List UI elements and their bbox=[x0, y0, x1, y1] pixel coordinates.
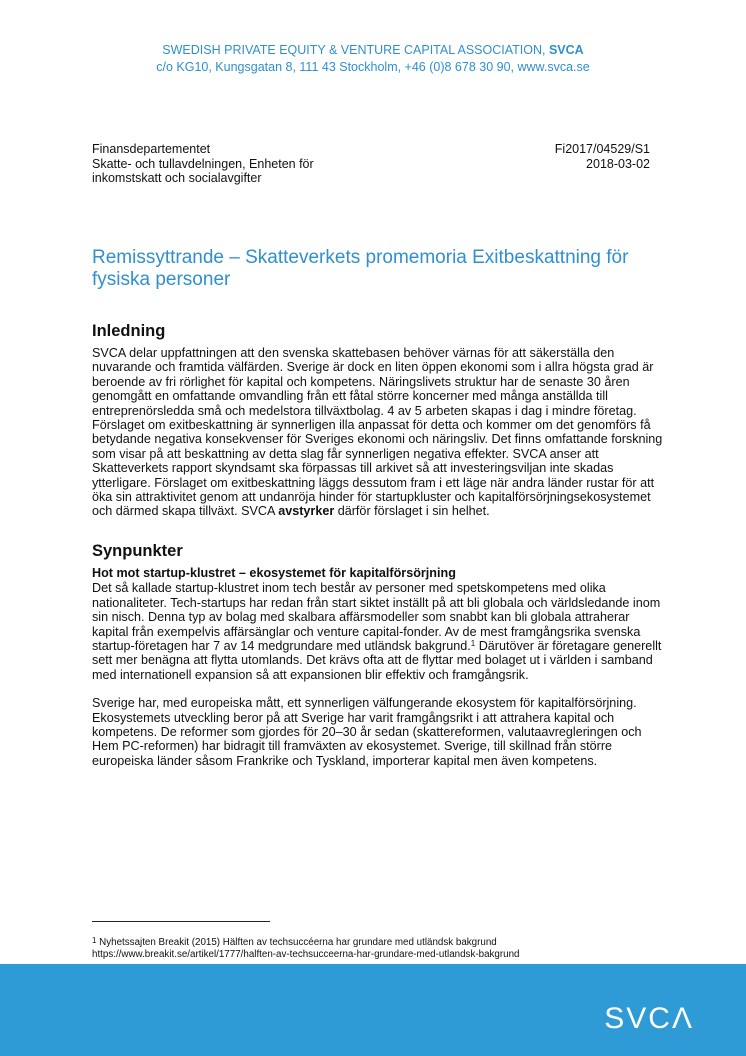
reference-number: Fi2017/04529/S1 bbox=[554, 142, 650, 156]
org-abbrev: SVCA bbox=[548, 43, 584, 57]
synpunkter-paragraph-2: Sverige har, med europeiska mått, ett synnerligen välfungerande ekosystem för kapitalförsörjning. Ekosystemets utveckling beror på att Sverige har varit framgångsrikt i att attrahera kapital och kompetens. De reformer som gjordes för 20–30 år sedan (skattereformen, valutaavregleringen och Hem PC-reformen) har bidragit till framväxten av ekosystemet. Sverige, till skillnad från större europeiska länder såsom Frankrike och Tyskland, importerar kapital men även kompetens. bbox=[92, 696, 642, 768]
document-title: Remissyttrande – Skatteverkets promemoria Exitbeskattning för fysiska personer bbox=[92, 247, 629, 290]
document-body bbox=[92, 321, 664, 768]
recipient-line-2: Skatte- och tullavdelningen, Enheten för bbox=[92, 156, 314, 171]
letterhead-org-line bbox=[0, 42, 746, 59]
footnote-text: Nyhetssajten Breakit (2015) Hälften av techsuccéerna har grundare med utländsk bakgrund bbox=[96, 937, 497, 948]
para1-text: Det så kallade startup-klustret inom tech består av personer med spetskompetens med olika nationaliteter. Tech-startups har redan från start siktet inställt på att bli globala och världsledande inom sin nisch. Denna typ av bolag med skalbara affärsmodeller som snabbt kan bli globala attraherar kapital från exempelvis affärsänglar och venture capital-fonder. Av de mest framgångsrika svenska startup-företagen har 7 av 14 medgrundare med utländsk bakgrund. bbox=[92, 581, 661, 653]
synpunkter-subheading: Hot mot startup-klustret – ekosystemet för kapitalförsörjning bbox=[92, 565, 456, 580]
synpunkter-heading: Synpunkter bbox=[92, 541, 183, 560]
recipient-line-1: Finansdepartementet bbox=[92, 142, 211, 156]
intro-emphasis: avstyrker bbox=[278, 504, 335, 519]
footnote-divider bbox=[92, 921, 270, 922]
letterhead bbox=[0, 42, 746, 76]
footer-band bbox=[0, 964, 746, 1056]
footnote-mark: 1 bbox=[92, 936, 97, 945]
document-date: 2018-03-02 bbox=[586, 156, 650, 171]
org-address: c/o KG10, Kungsgatan 8, 111 43 Stockholm, +46 (0)8 678 30 90, www.svca.se bbox=[156, 60, 590, 74]
footnote bbox=[92, 937, 692, 961]
footnote-line-1 bbox=[92, 937, 692, 949]
reference-block bbox=[460, 142, 650, 171]
org-name: SWEDISH PRIVATE EQUITY & VENTURE CAPITAL ASSOCIATION, bbox=[162, 43, 546, 57]
footnote-url[interactable]: https://www.breakit.se/artikel/1777/halften-av-techsucceerna-har-grundare-med-utlandsk-bakgrund bbox=[92, 949, 520, 960]
synpunkter-paragraph-1 bbox=[92, 581, 664, 682]
recipient-block bbox=[92, 142, 392, 186]
intro-text: SVCA delar uppfattningen att den svenska skattebasen behöver värnas för att säkerställa den nuvarande och framtida välfärden. Sverige är dock en liten öppen ekonomi som i allra högsta grad är beroende av fri rörlighet för kapital och kompetens. Näringslivets struktur har de senaste 30 åren genomgått en omfattande omvandling från ett fåtal större koncerner med många anställda till entreprenörsledda små och medelstora tillväxtbolag. 4 av 5 arbeten skapas i dag i mindre företag. Förslaget om exitbeskattning är synnerligen illa anpassat för detta och kommer om det genomförs få betydande negativa konsekvenser för Sveriges ekonomi och näringsliv. Det finns omfattande forskning som visar på att beskattning av detta slag får synnerligen negativa effekter. SVCA anser att Skatteverkets rapport skyndsamt ska förpassas till arkivet så att investeringsviljan inte skadas ytterligare. Förslaget om exitbeskattning läggs dessutom fram i ett läge när andra länder rustar för att öka sin attraktivitet genom att undanröja hinder för startupkluster och kapitalförsörjningsekosystemet och därmed skapa tillväxt. SVCA bbox=[92, 346, 663, 519]
para1-text-end: Därutöver är företagare generellt sett mer benägna att flytta utomlands. Det krävs ofta att de flyttar med bolaget ut i världen i samband med internationell expansion så att expansionen blir effektiv och framgångsrik. bbox=[92, 638, 662, 682]
recipient-line-3: inkomstskatt och socialavgifter bbox=[92, 171, 262, 185]
intro-heading: Inledning bbox=[92, 322, 166, 340]
svca-logo: SVCΛ bbox=[604, 1002, 694, 1035]
footnote-reference[interactable]: 1 bbox=[470, 638, 476, 648]
intro-paragraph bbox=[92, 346, 664, 519]
intro-text-end: därför förslaget i sin helhet. bbox=[334, 504, 490, 519]
